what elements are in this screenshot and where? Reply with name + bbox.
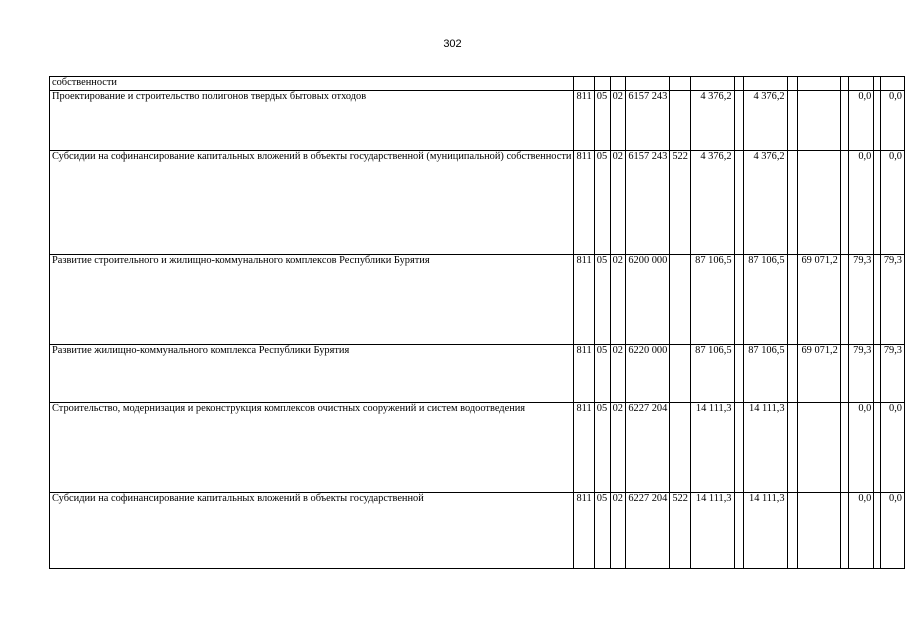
amount-cell-3: 14 111,3 <box>744 493 787 569</box>
subsection-code-cell: 02 <box>610 91 626 151</box>
percent-cell-1 <box>849 77 874 91</box>
amount-cell-1: 4 376,2 <box>691 91 735 151</box>
amount-cell-6 <box>840 91 848 151</box>
amount-cell-3: 87 106,5 <box>744 345 787 403</box>
amount-cell-4 <box>787 493 797 569</box>
item-name-cell: Строительство, модернизация и реконструкция комплексов очистных сооружений и систем водоотведения <box>50 403 574 493</box>
percent-cell-1: 0,0 <box>849 403 874 493</box>
amount-cell-8 <box>874 493 881 569</box>
amount-cell-6 <box>840 255 848 345</box>
table-row <box>50 255 905 345</box>
target-code-cell: 6200 000 <box>626 255 670 345</box>
percent-cell-2 <box>881 77 905 91</box>
percent-cell-2: 79,3 <box>881 345 905 403</box>
amount-cell-4 <box>787 255 797 345</box>
table-row <box>50 91 905 151</box>
percent-cell-2: 0,0 <box>881 151 905 255</box>
percent-cell-2: 0,0 <box>881 493 905 569</box>
item-name-cell: Развитие жилищно-коммунального комплекса Республики Бурятия <box>50 345 574 403</box>
amount-cell-8 <box>874 77 881 91</box>
amount-cell-6 <box>840 403 848 493</box>
target-code-cell: 6220 000 <box>626 345 670 403</box>
admin-code-cell <box>574 77 594 91</box>
target-code-cell: 6227 204 <box>626 403 670 493</box>
expense-type-cell <box>670 91 691 151</box>
subsection-code-cell: 02 <box>610 255 626 345</box>
amount-cell-5 <box>797 91 840 151</box>
item-name-cell: Субсидии на софинансирование капитальных вложений в объекты государственной <box>50 493 574 569</box>
table-row <box>50 345 905 403</box>
amount-cell-6 <box>840 77 848 91</box>
amount-cell-1: 87 106,5 <box>691 255 735 345</box>
percent-cell-2: 0,0 <box>881 91 905 151</box>
amount-cell-6 <box>840 493 848 569</box>
amount-cell-5 <box>797 493 840 569</box>
table-row <box>50 493 905 569</box>
subsection-code-cell <box>610 77 626 91</box>
item-name-cell: Проектирование и строительство полигонов твердых бытовых отходов <box>50 91 574 151</box>
subsection-code-cell: 02 <box>610 493 626 569</box>
item-name-cell: Субсидии на софинансирование капитальных вложений в объекты государственной (муниципальной) собственности <box>50 151 574 255</box>
admin-code-cell: 811 <box>574 493 594 569</box>
amount-cell-8 <box>874 91 881 151</box>
amount-cell-3: 4 376,2 <box>744 91 787 151</box>
amount-cell-5: 69 071,2 <box>797 345 840 403</box>
table-row <box>50 403 905 493</box>
subsection-code-cell: 02 <box>610 151 626 255</box>
amount-cell-5 <box>797 403 840 493</box>
admin-code-cell: 811 <box>574 151 594 255</box>
amount-cell-4 <box>787 91 797 151</box>
section-code-cell: 05 <box>594 345 610 403</box>
section-code-cell: 05 <box>594 493 610 569</box>
amount-cell-3: 14 111,3 <box>744 403 787 493</box>
expense-type-cell <box>670 255 691 345</box>
target-code-cell: 6157 243 <box>626 91 670 151</box>
percent-cell-2: 79,3 <box>881 255 905 345</box>
item-name-cell: собственности <box>50 77 574 91</box>
amount-cell-8 <box>874 255 881 345</box>
amount-cell-8 <box>874 345 881 403</box>
percent-cell-1: 79,3 <box>849 255 874 345</box>
subsection-code-cell: 02 <box>610 345 626 403</box>
admin-code-cell: 811 <box>574 255 594 345</box>
amount-cell-1: 87 106,5 <box>691 345 735 403</box>
expense-type-cell: 522 <box>670 493 691 569</box>
amount-cell-3: 87 106,5 <box>744 255 787 345</box>
percent-cell-1: 0,0 <box>849 91 874 151</box>
section-code-cell: 05 <box>594 91 610 151</box>
amount-cell-2 <box>734 493 744 569</box>
amount-cell-2 <box>734 255 744 345</box>
amount-cell-2 <box>734 403 744 493</box>
amount-cell-6 <box>840 151 848 255</box>
section-code-cell: 05 <box>594 255 610 345</box>
percent-cell-1: 0,0 <box>849 151 874 255</box>
section-code-cell: 05 <box>594 403 610 493</box>
amount-cell-2 <box>734 77 744 91</box>
amount-cell-1: 4 376,2 <box>691 151 735 255</box>
expense-type-cell <box>670 77 691 91</box>
expense-type-cell <box>670 403 691 493</box>
expense-type-cell: 522 <box>670 151 691 255</box>
amount-cell-4 <box>787 77 797 91</box>
percent-cell-1: 79,3 <box>849 345 874 403</box>
page-number: 302 <box>443 38 462 50</box>
amount-cell-1 <box>691 77 735 91</box>
admin-code-cell: 811 <box>574 345 594 403</box>
subsection-code-cell: 02 <box>610 403 626 493</box>
amount-cell-2 <box>734 91 744 151</box>
percent-cell-1: 0,0 <box>849 493 874 569</box>
target-code-cell: 6227 204 <box>626 493 670 569</box>
table-row <box>50 151 905 255</box>
amount-cell-6 <box>840 345 848 403</box>
amount-cell-4 <box>787 151 797 255</box>
amount-cell-5 <box>797 77 840 91</box>
amount-cell-1: 14 111,3 <box>691 403 735 493</box>
amount-cell-5 <box>797 151 840 255</box>
amount-cell-1: 14 111,3 <box>691 493 735 569</box>
amount-cell-8 <box>874 403 881 493</box>
amount-cell-3 <box>744 77 787 91</box>
amount-cell-5: 69 071,2 <box>797 255 840 345</box>
admin-code-cell: 811 <box>574 91 594 151</box>
amount-cell-2 <box>734 151 744 255</box>
target-code-cell: 6157 243 <box>626 151 670 255</box>
percent-cell-2: 0,0 <box>881 403 905 493</box>
table-row <box>50 77 905 91</box>
section-code-cell: 05 <box>594 151 610 255</box>
amount-cell-2 <box>734 345 744 403</box>
amount-cell-4 <box>787 345 797 403</box>
section-code-cell <box>594 77 610 91</box>
admin-code-cell: 811 <box>574 403 594 493</box>
amount-cell-3: 4 376,2 <box>744 151 787 255</box>
amount-cell-4 <box>787 403 797 493</box>
item-name-cell: Развитие строительного и жилищно-коммунального комплексов Республики Бурятия <box>50 255 574 345</box>
expense-type-cell <box>670 345 691 403</box>
budget-table <box>49 76 905 569</box>
amount-cell-8 <box>874 151 881 255</box>
target-code-cell <box>626 77 670 91</box>
